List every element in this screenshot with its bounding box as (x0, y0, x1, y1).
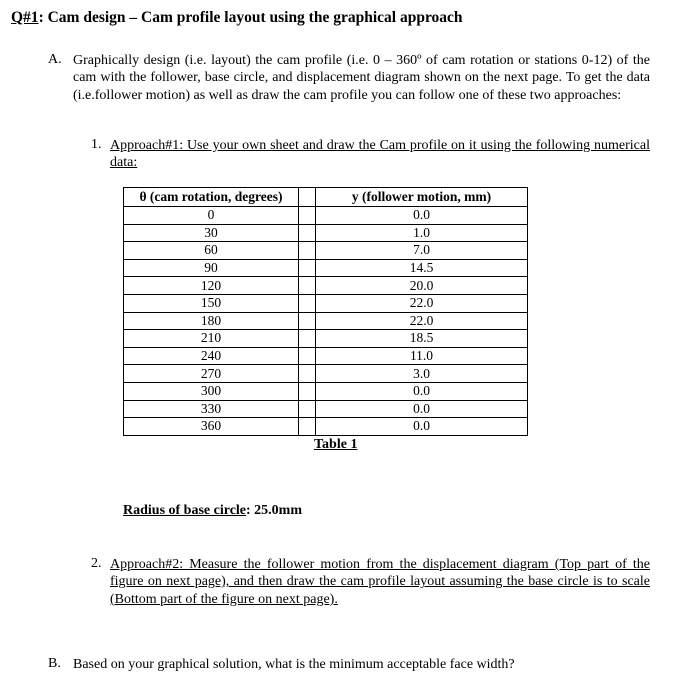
table-row (124, 259, 528, 277)
section-a-text: Graphically design (i.e. layout) the cam profile (i.e. 0 – 360º of cam rotation or stations 0-12) of the cam with the follower, base circle, and displacement diagram shown on the next page. To get the data (i.e.follower motion) as well as draw the cam profile you can follow one of these two approaches: (73, 53, 650, 103)
theta-cell: 30 (124, 224, 299, 242)
base-circle-radius (123, 503, 302, 519)
theta-cell: 240 (124, 347, 299, 365)
section-b-marker: B. (48, 656, 61, 671)
table-row (124, 294, 528, 312)
table-gap-cell (299, 242, 316, 260)
theta-cell: 270 (124, 365, 299, 383)
question-heading: : Cam design – Cam profile layout using the graphical approach (38, 9, 463, 26)
table-gap-cell (299, 294, 316, 312)
question-title (11, 9, 463, 27)
table-row (124, 242, 528, 260)
table-gap-cell (299, 188, 316, 207)
table-row (124, 330, 528, 348)
theta-cell: 120 (124, 277, 299, 295)
y-cell: 0.0 (316, 418, 528, 436)
y-cell: 11.0 (316, 347, 528, 365)
y-column-header: y (follower motion, mm) (316, 188, 528, 207)
table-row (124, 277, 528, 295)
theta-cell: 60 (124, 242, 299, 260)
table-gap-cell (299, 347, 316, 365)
theta-column-header: θ (cam rotation, degrees) (124, 188, 299, 207)
theta-cell: 360 (124, 418, 299, 436)
theta-cell: 90 (124, 259, 299, 277)
theta-cell: 150 (124, 294, 299, 312)
question-number: Q#1 (11, 9, 39, 26)
table-gap-cell (299, 365, 316, 383)
table-gap-cell (299, 277, 316, 295)
table-row (124, 365, 528, 383)
approach-1-marker: 1. (91, 137, 102, 152)
table-gap-cell (299, 330, 316, 348)
table-row (124, 224, 528, 242)
table-row (124, 400, 528, 418)
follower-motion-table (123, 187, 528, 436)
y-cell: 7.0 (316, 242, 528, 260)
section-b-text: Based on your graphical solution, what is the minimum acceptable face width? (73, 657, 515, 672)
table-row (124, 382, 528, 400)
table-gap-cell (299, 259, 316, 277)
y-cell: 20.0 (316, 277, 528, 295)
table-row (124, 347, 528, 365)
y-cell: 14.5 (316, 259, 528, 277)
radius-value: : 25.0mm (246, 503, 303, 518)
approach-2-text: Approach#2: Measure the follower motion from the displacement diagram (Top part of the figure on next page), and then draw the cam profile layout assuming the base circle is to scale (Bottom part of the figure on next page). (110, 557, 650, 607)
y-cell: 0.0 (316, 382, 528, 400)
y-cell: 18.5 (316, 330, 528, 348)
approach-1-text: Approach#1: Use your own sheet and draw the Cam profile on it using the following numerical data: (110, 138, 650, 171)
theta-cell: 180 (124, 312, 299, 330)
table-gap-cell (299, 207, 316, 225)
theta-cell: 0 (124, 207, 299, 225)
table-caption: Table 1 (314, 437, 358, 452)
approach-2-marker: 2. (91, 556, 102, 571)
table-gap-cell (299, 400, 316, 418)
y-cell: 22.0 (316, 294, 528, 312)
y-cell: 1.0 (316, 224, 528, 242)
table-gap-cell (299, 224, 316, 242)
y-cell: 0.0 (316, 400, 528, 418)
theta-cell: 330 (124, 400, 299, 418)
y-cell: 0.0 (316, 207, 528, 225)
table-row (124, 207, 528, 225)
table-header-row (124, 188, 528, 207)
table-gap-cell (299, 382, 316, 400)
y-cell: 3.0 (316, 365, 528, 383)
y-cell: 22.0 (316, 312, 528, 330)
theta-cell: 210 (124, 330, 299, 348)
section-a-marker: A. (48, 52, 62, 67)
radius-label: Radius of base circle (123, 503, 247, 518)
table-gap-cell (299, 312, 316, 330)
table-gap-cell (299, 418, 316, 436)
table-row (124, 312, 528, 330)
theta-cell: 300 (124, 382, 299, 400)
table-row (124, 418, 528, 436)
